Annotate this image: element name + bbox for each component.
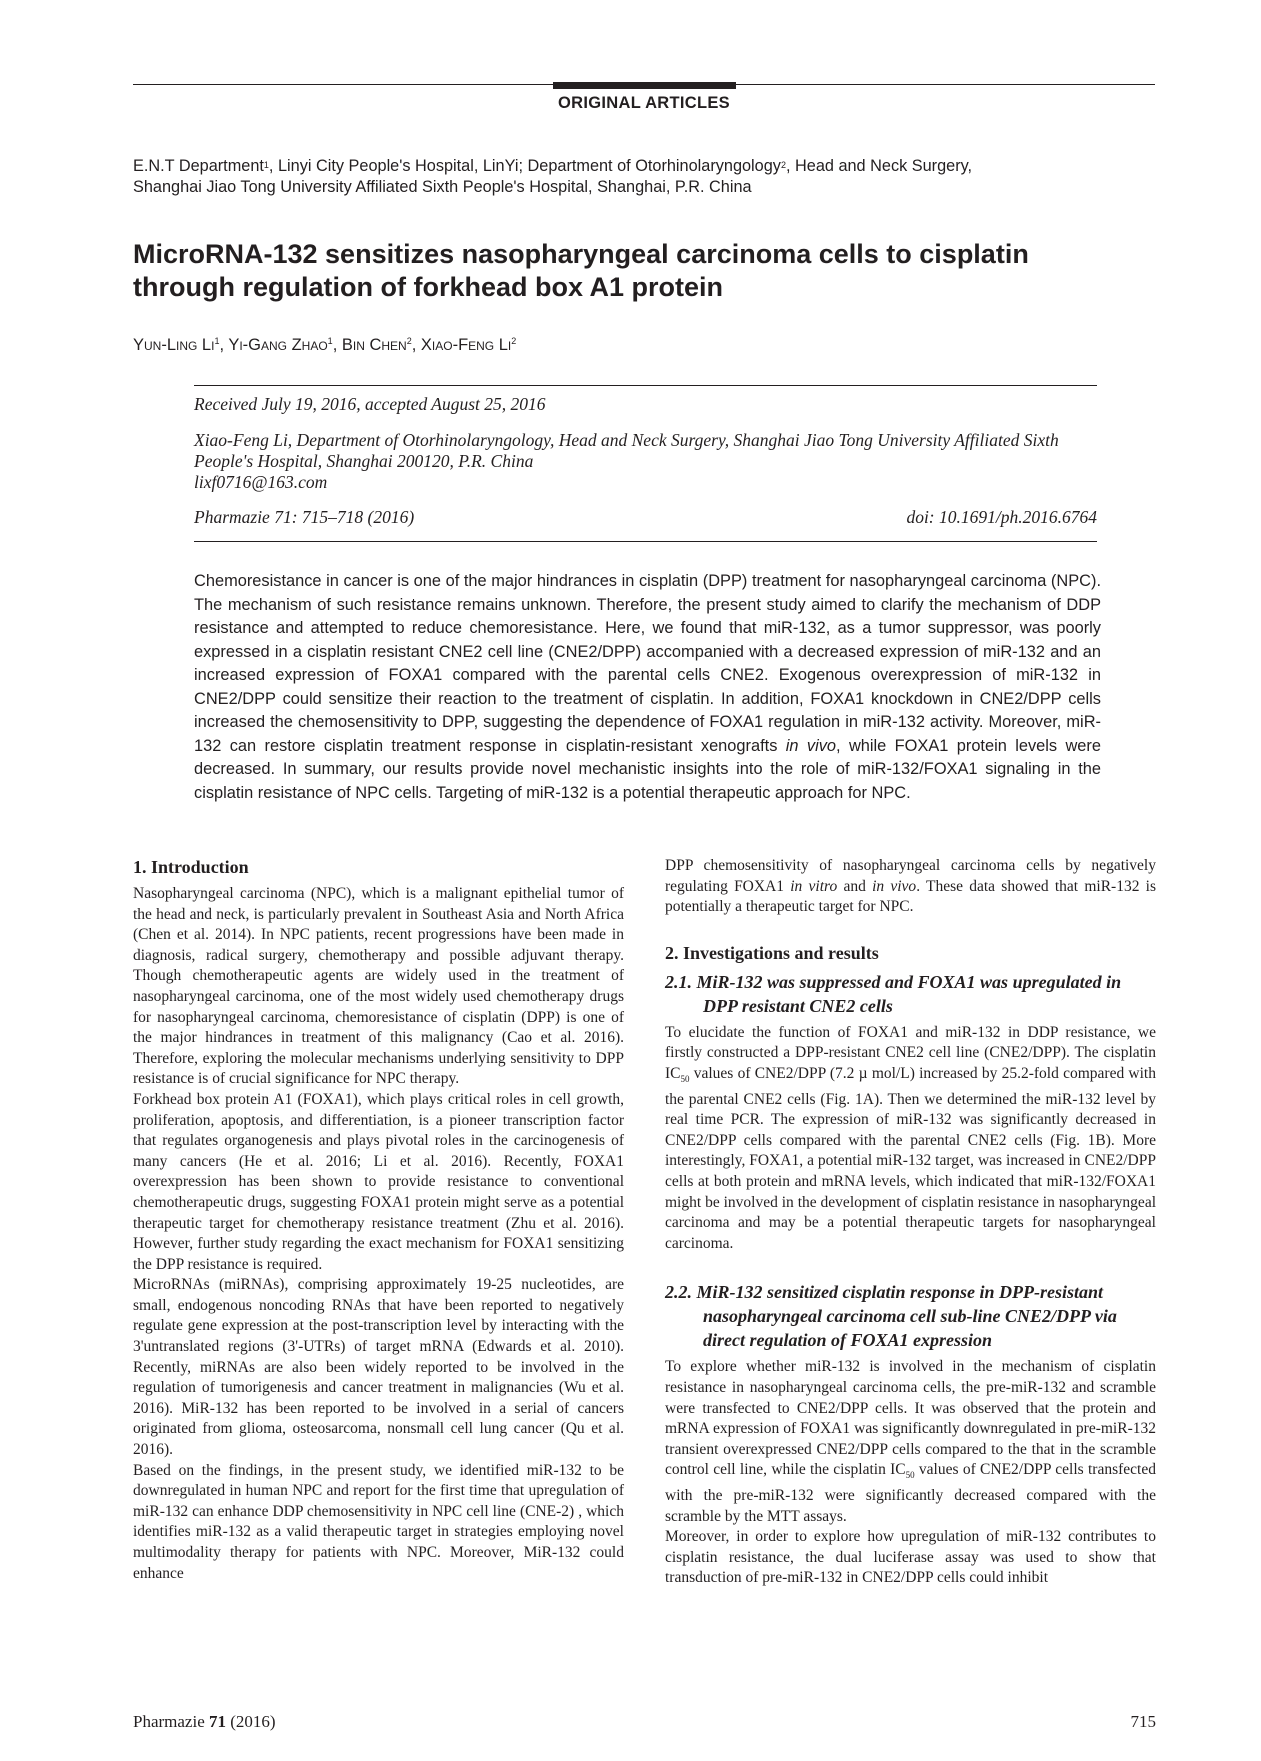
paragraph: DPP chemosensitivity of nasopharyngeal carcinoma cells by negatively regulating FOXA1 in vitro and in vivo. These data showed that miR-132 is potentially a therapeutic target for NPC. xyxy=(665,857,1157,916)
authors: Yun-Ling Li$^1$, Yi-Gang Zhao$^1$, Bin Chen$^2$, Xiao-Feng Li$^2$ xyxy=(133,336,517,354)
paragraph: To elucidate the function of FOXA1 and miR-132 in DDP resistance, we firstly constructed a DPP-resistant CNE2 cell line (CNE2/DPP). The cisplatin $IC_{50}$ values of CNE2/DPP (7.2 µ mol/L) increased by 25.2-fold compared with the parental CNE2 cells (Fig. 1A). Then we determined the miR-132 level by real time PCR. The expression of miR-132 was significantly decreased in CNE2/DPP cells compared with the parental CNE2 cells (Fig. 1B). More interestingly, FOXA1, a potential miR-132 target, was increased in CNE2/DPP cells at both protein and mRNA levels, which indicated that miR-132/FOXA1 might be involved in the development of cisplatin resistance in nasopharyngeal carcinoma and may be a potential therapeutic targets for nasopharyngeal carcinoma. xyxy=(665,1023,1156,1252)
paragraph: To explore whether miR-132 is involved in the mechanism of cisplatin resistance in nasopharyngeal carcinoma cells, the pre-miR-132 and scramble were transfected to CNE2/DPP cells. It was observed that the protein and mRNA expression of FOXA1 was significantly downregulated in pre-miR-132 transient overexpressed CNE2/DPP cells compared to the that in the scramble control cell line, while the cisplatin $IC_{50}$ values of CNE2/DPP cells transfected with the pre-miR-132 were significantly decreased compared with the scramble by the MTT assays. xyxy=(665,1358,1156,1525)
author-name: Bin Chen xyxy=(341,336,407,354)
doi[interactable]: doi: 10.1691/ph.2016.6764 xyxy=(906,507,1097,527)
paragraph: Nasopharyngeal carcinoma (NPC), which is a malignant epithelial tumor of the head and neck, is particularly prevalent in Southeast Asia and North Africa (Chen et al. 2014). In NPC patients, recent progressions have been made in diagnosis, radical surgery, chemotherapy and possible adjuvant therapy. Though chemotherapeutic agents are widely used in the treatment of nasopharyngeal carcinoma, one of the most widely used chemotherapy drugs for nasopharyngeal carcinoma, chemoresistance of cisplatin (DPP) is one of the major hindrances in treatment of this malignancy (Cao et al. 2016). Therefore, exploring the molecular mechanisms underlying sensitivity to DPP resistance is of crucial significance for NPC therapy. xyxy=(133,885,624,1088)
paragraph: MicroRNAs (miRNAs), comprising approximately 19-25 nucleotides, are small, endogenous noncoding RNAs that have been reported to negatively regulate gene expression at the post-transcription level by interacting with the 3'untranslated regions (3'-UTRs) of target mRNA (Edwards et al. 2010). Recently, miRNAs are also been widely reported to be involved in the regulation of tumorigenesis and cancer treatment in malignancies (Wu et al. 2016). MiR-132 has been reported to be involved in a serial of cancers originated from glioma, osteosarcoma, nonsmall cell lung cancer (Qu et al. 2016). xyxy=(133,1276,624,1459)
correspondence: Xiao-Feng Li, Department of Otorhinolaryngology, Head and Neck Surgery, Shanghai Jiao Tong University Affiliated Sixth People's Hospital, Shanghai 200120, P.R. China lixf0716@163.com xyxy=(194,430,1059,492)
left-column xyxy=(133,856,624,1584)
section-bar xyxy=(553,82,736,89)
heading-2-2: 2.2. MiR-132 sensitized cisplatin response in DPP-resistant nasopharyngeal carcinoma cell sub-line CNE2/DPP via direct regulation of FOXA1 expression xyxy=(665,1282,1117,1351)
paragraph: Based on the findings, in the present study, we identified miR-132 to be downregulated in human NPC and report for the first time that upregulation of miR-132 can enhance DDP chemosensitivity in NPC cell line (CNE-2) , which identifies miR-132 as a valid therapeutic target in strategies employing novel multimodality therapy for patients with NPC. Moreover, MiR-132 could enhance xyxy=(133,1461,624,1582)
right-column xyxy=(665,856,1156,1589)
footer-journal: Pharmazie 71 (2016) xyxy=(133,1712,276,1731)
section-label: ORIGINAL ARTICLES xyxy=(558,94,730,112)
paragraph: Moreover, in order to explore how upregulation of miR-132 contributes to cisplatin resistance, the dual luciferase assay was used to show that transduction of pre-miR-132 in CNE2/DPP cells could inhibit xyxy=(665,1528,1156,1587)
author-name: Yun-Ling Li xyxy=(133,336,215,354)
author-name: Yi-Gang Zhao xyxy=(228,336,328,354)
heading-results: 2. Investigations and results xyxy=(665,942,879,963)
abstract: Chemoresistance in cancer is one of the major hindrances in cisplatin (DPP) treatment for nasopharyngeal carcinoma (NPC). The mechanism of such resistance remains unknown. Therefore, the present study aimed to clarify the mechanism of DDP resistance and attempted to reduce chemoresistance. Here, we found that miR-132, as a tumor suppressor, was poorly expressed in a cisplatin resistant CNE2 cell line (CNE2/DPP) accompanied with a decreased expression of miR-132 and an increased expression of FOXA1 compared with the parental cells CNE2. Exogenous overexpression of miR-132 in CNE2/DPP could sensitize their reaction to the treatment of cisplatin. In addition, FOXA1 knockdown in CNE2/DPP cells increased the chemosensitivity to DPP, suggesting the dependence of FOXA1 regulation in miR-132 activity. Moreover, miR-132 can restore cisplatin treatment response in cisplatin-resistant xenografts in vivo, while FOXA1 protein levels were decreased. In summary, our results provide novel mechanistic insights into the role of miR-132/FOXA1 signaling in the cisplatin resistance of NPC cells. Targeting of miR-132 is a potential therapeutic approach for NPC. xyxy=(194,572,1101,802)
received-date: Received July 19, 2016, accepted August 25, 2016 xyxy=(194,394,546,414)
paragraph: Forkhead box protein A1 (FOXA1), which plays critical roles in cell growth, proliferation, apoptosis, and differentiation, is a pioneer transcription factor that regulates organogenesis and plays pivotal roles in the carcinogenesis of many cancers (He et al. 2016; Li et al. 2016). Recently, FOXA1 overexpression has been shown to provide resistance to conventional chemotherapeutic drugs, suggesting FOXA1 protein might serve as a potential therapeutic target for chemotherapy resistance treatment (Zhu et al. 2016). However, further study regarding the exact mechanism for FOXA1 sensitizing the DPP resistance is required. xyxy=(133,1090,624,1273)
affiliations: E.N.T Department$^1$, Linyi City People's Hospital, LinYi; Department of Otorhinolaryngology$^2$, Head and Neck Surgery, Shanghai Jiao Tong University Affiliated Sixth People's Hospital, Shanghai, P.R. China xyxy=(133,157,973,196)
heading-introduction: 1. Introduction xyxy=(133,857,249,877)
email-link[interactable]: lixf0716@163.com xyxy=(194,472,328,492)
info-rule-top xyxy=(194,385,1097,386)
author-name: Xiao-Feng Li xyxy=(420,336,512,354)
heading-2-1: 2.1. MiR-132 was suppressed and FOXA1 was upregulated in DPP resistant CNE2 cells xyxy=(665,971,1122,1016)
citation: Pharmazie 71: 715–718 (2016) xyxy=(194,507,415,527)
page-number: 715 xyxy=(1130,1712,1156,1731)
info-rule-bottom xyxy=(194,541,1097,542)
article-title: MicroRNA-132 sensitizes nasopharyngeal carcinoma cells to cisplatin through regulation of forkhead box A1 protein xyxy=(133,239,1029,302)
